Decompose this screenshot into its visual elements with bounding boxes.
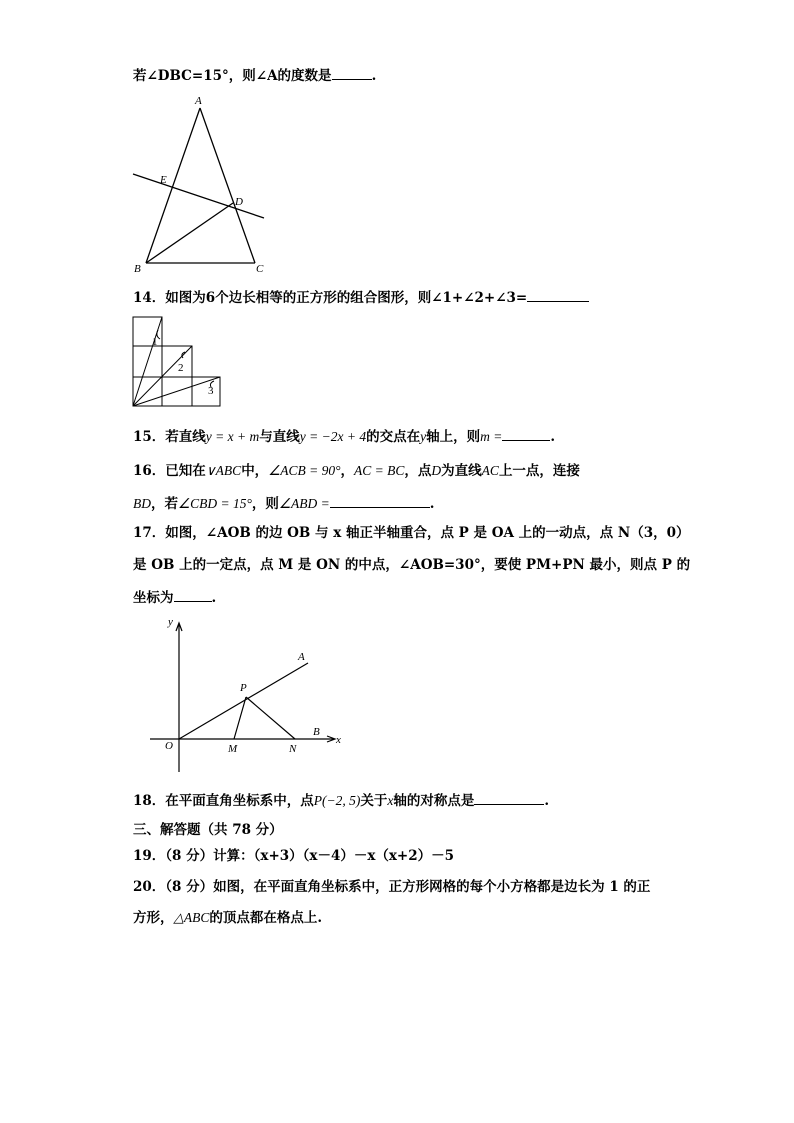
q16-line2: BD，若∠CBD = 15°，则∠ABD = . [133,493,434,513]
angle-label-1: 1 [152,336,158,348]
q19-text: 19．（8 分）计算：（x+3）（x－4）－x（x+2）－5 [133,848,455,864]
q13-text: 若∠DBC=15°，则∠A的度数是 . [133,65,376,85]
q20-line1: 20．（8 分）如图，在平面直角坐标系中，正方形网格的每个小方格都是边长为 1 的正 [133,879,651,895]
label-M: M [228,743,238,755]
q17-line3: 坐标为 . [133,587,216,607]
label-x: x [336,734,341,746]
q15-text: 15．若直线y = x + m与直线y = −2x + 4的交点在y轴上，则m = . [133,426,555,446]
label-C: C [256,263,264,275]
label-P: P [240,682,247,694]
q17-line2: 是 OB 上的一定点，点 M 是 ON 的中点，∠AOB=30°，要使 PM+PN 最小，则点 P 的 [133,557,691,573]
label-E: E [160,174,167,186]
q17-line1: 17．如图，∠AOB 的边 OB 与 x 轴正半轴重合，点 P 是 OA 上的一动点，点 N（3，0） [133,525,690,541]
q14-text: 14．如图为6个边长相等的正方形的组合图形，则∠1+∠2+∠3= [133,287,589,307]
label-A: A [298,651,305,663]
angle-label-3: 3 [208,385,214,397]
label-y: y [168,616,173,628]
section-heading: 三、解答题（共 78 分） [133,822,283,838]
label-B: B [134,263,141,275]
angle-label-2: 2 [178,362,184,374]
segment-PN [246,697,295,739]
label-D: D [235,196,243,208]
answer-blank[interactable] [474,790,544,805]
label-A: A [195,95,202,107]
q20-line2: 方形，△ABC的顶点都在格点上. [133,910,323,926]
label-N: N [289,743,297,755]
label-B: B [313,726,320,738]
label-O: O [165,740,173,752]
q18-text: 18．在平面直角坐标系中，点P(−2, 5)关于x轴的对称点是 . [133,790,549,810]
ray-OA [179,663,308,739]
q16-line1: 16．已知在∨ABC中，∠ACB = 90°，AC = BC，点D为直线AC上一点，连接 [133,463,580,479]
